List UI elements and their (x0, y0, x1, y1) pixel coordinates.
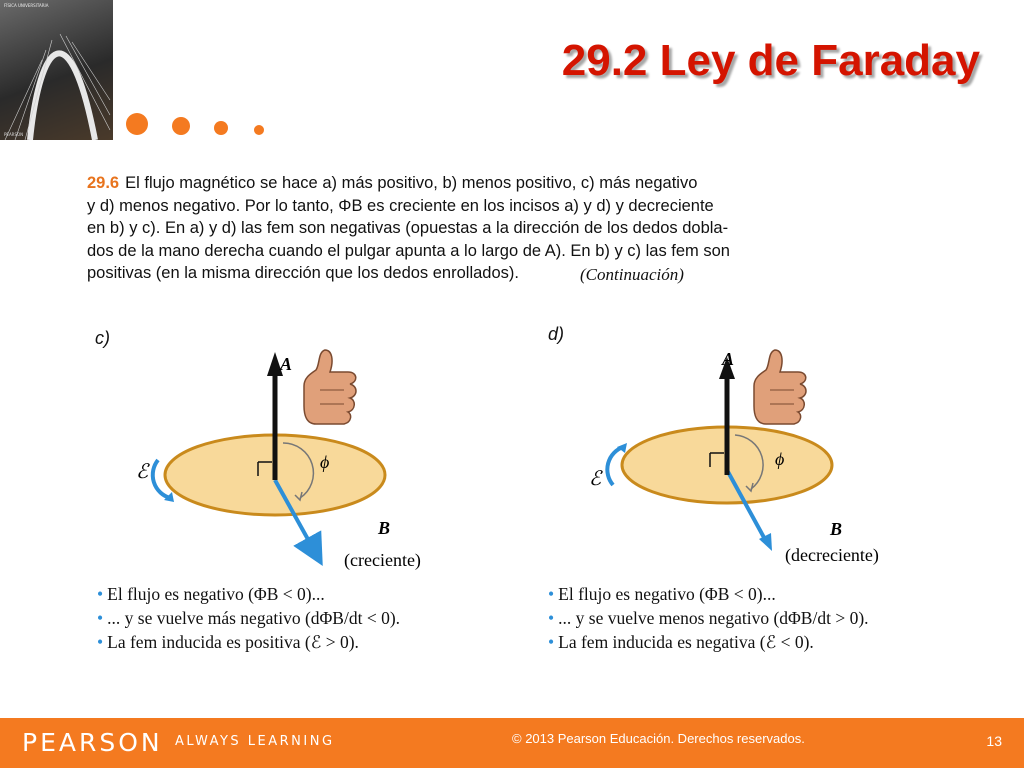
list-item: • La fem inducida es negativa (ℰ < 0). (548, 632, 814, 652)
panel-c-bullets (97, 582, 400, 654)
continuation-note: (Continuación) (580, 265, 684, 284)
caption-line-5: positivas (en la misma dirección que los dedos enrollados). (87, 264, 519, 282)
thumb-up-hand-icon (304, 350, 356, 424)
panel-c-diagram (130, 340, 430, 580)
panel-d-bullets (548, 582, 869, 654)
list-item: • La fem inducida es positiva (ℰ > 0). (97, 632, 359, 652)
figure-caption (87, 172, 807, 285)
angle-label: ϕ (775, 449, 785, 469)
page-number: 13 (986, 733, 1002, 749)
figure-number: 29.6 (87, 174, 120, 192)
cover-title: FÍSICA UNIVERSITARIA (4, 3, 49, 8)
thumb-up-hand-icon (754, 350, 806, 424)
vector-b-label: B (378, 518, 391, 538)
slide-title: 29.2 Ley de Faraday (561, 36, 980, 85)
emf-label: ℰ (589, 468, 602, 490)
angle-label: ϕ (320, 452, 330, 472)
caption-line-1: El flujo magnético se hace a) más positivo, b) menos positivo, c) más negativo (125, 174, 698, 192)
panel-c-label: c) (95, 328, 110, 348)
panel-d-diagram (575, 335, 895, 575)
footer-tagline: ALWAYS LEARNING (175, 734, 335, 749)
caption-line-4: dos de la mano derecha cuando el pulgar apunta a lo largo de A). En b) y c) las fem son (87, 241, 730, 260)
cover-publisher: PEARSON (4, 132, 24, 137)
list-item: • El flujo es negativo (ΦB < 0)... (97, 584, 325, 604)
footer-bar (0, 718, 1024, 768)
list-item: • ... y se vuelve menos negativo (dΦB/dt > 0). (548, 608, 869, 628)
caption-line-2: y d) menos negativo. Por lo tanto, ΦB es creciente en los incisos a) y d) y decreciente (87, 196, 714, 215)
list-item: • ... y se vuelve más negativo (dΦB/dt < 0). (97, 608, 401, 628)
list-item: • El flujo es negativo (ΦB < 0)... (548, 584, 776, 604)
caption-line-3: en b) y c). En a) y d) las fem son negativas (opuestas a la dirección de los dedos dobla- (87, 219, 729, 237)
vector-b-label: B (830, 519, 843, 539)
copyright-text: © 2013 Pearson Educación. Derechos reservados. (512, 731, 805, 746)
vector-a-label: A (280, 354, 293, 374)
decorative-dots (0, 0, 300, 150)
pearson-logo: PEARSON (22, 728, 163, 757)
b-state-label: (decreciente) (785, 545, 879, 565)
panel-d-label: d) (548, 324, 565, 344)
emf-label: ℰ (136, 461, 149, 483)
b-state-label: (creciente) (344, 550, 421, 570)
vector-a-label: A (722, 349, 735, 369)
